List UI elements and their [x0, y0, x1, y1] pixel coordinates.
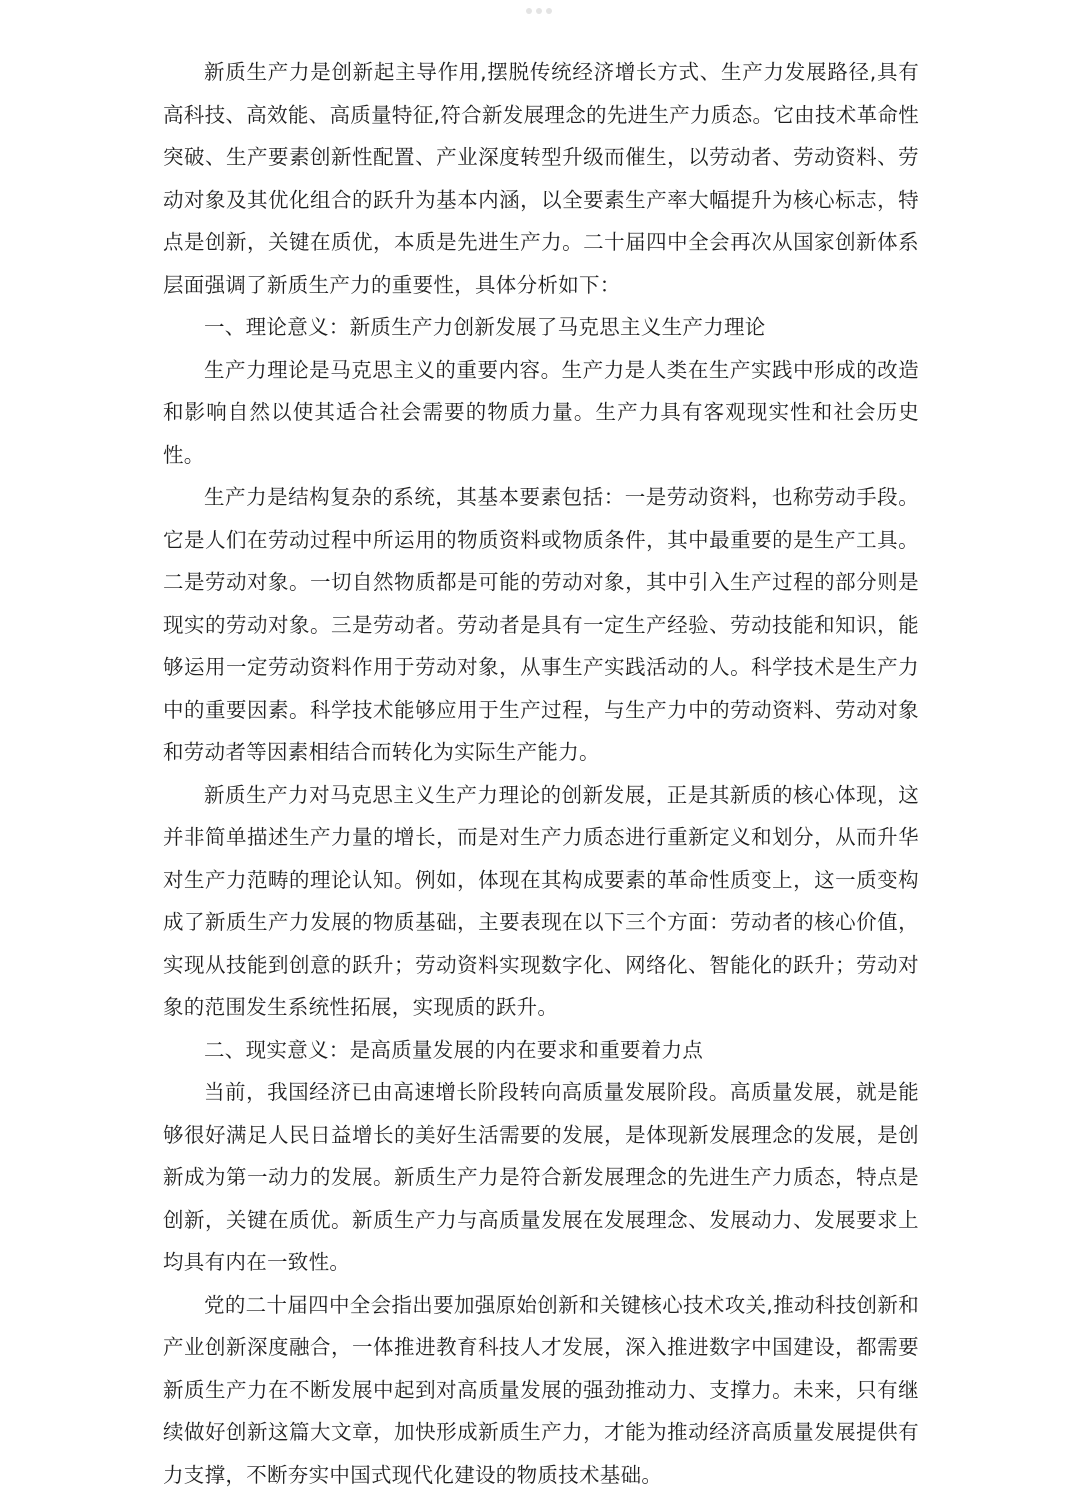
page-dot — [526, 8, 532, 14]
paragraph: 生产力理论是马克思主义的重要内容。生产力是人类在生产实践中形成的改造和影响自然以使其适合社会需要的物质力量。生产力具有客观现实性和社会历史性。 — [163, 349, 919, 477]
paragraph-intro: 新质生产力是创新起主导作用,摆脱传统经济增长方式、生产力发展路径,具有高科技、高效能、高质量特征,符合新发展理念的先进生产力质态。它由技术革命性突破、生产要素创新性配置、产业深度转型升级而催生，以劳动者、劳动资料、劳动对象及其优化组合的跃升为基本内涵，以全要素生产率大幅提升为核心标志，特点是创新，关键在质优，本质是先进生产力。二十届四中全会再次从国家创新体系层面强调了新质生产力的重要性，具体分析如下： — [163, 51, 919, 306]
paragraph: 当前，我国经济已由高速增长阶段转向高质量发展阶段。高质量发展，就是能够很好满足人民日益增长的美好生活需要的发展，是体现新发展理念的发展，是创新成为第一动力的发展。新质生产力是符合新发展理念的先进生产力质态，特点是创新，关键在质优。新质生产力与高质量发展在发展理念、发展动力、发展要求上均具有内在一致性。 — [163, 1071, 919, 1284]
paragraph: 生产力是结构复杂的系统，其基本要素包括：一是劳动资料，也称劳动手段。它是人们在劳动过程中所运用的物质资料或物质条件，其中最重要的是生产工具。二是劳动对象。一切自然物质都是可能的劳动对象，其中引入生产过程的部分则是现实的劳动对象。三是劳动者。劳动者是具有一定生产经验、劳动技能和知识，能够运用一定劳动资料作用于劳动对象，从事生产实践活动的人。科学技术是生产力中的重要因素。科学技术能够应用于生产过程，与生产力中的劳动资料、劳动对象和劳动者等因素相结合而转化为实际生产能力。 — [163, 476, 919, 774]
page-dot — [536, 8, 542, 14]
paragraph: 党的二十届四中全会指出要加强原始创新和关键核心技术攻关,推动科技创新和产业创新深度融合，一体推进教育科技人才发展，深入推进数字中国建设，都需要新质生产力在不断发展中起到对高质量发展的强劲推动力、支撑力。未来，只有继续做好创新这篇大文章，加快形成新质生产力，才能为推动经济高质量发展提供有力支撑，不断夯实中国式现代化建设的物质技术基础。 — [163, 1284, 919, 1496]
document-body — [163, 51, 919, 1496]
page-indicator — [526, 8, 556, 14]
page-dot — [546, 8, 552, 14]
section-heading-theory: 一、理论意义：新质生产力创新发展了马克思主义生产力理论 — [163, 306, 919, 349]
paragraph: 新质生产力对马克思主义生产力理论的创新发展，正是其新质的核心体现，这并非简单描述生产力量的增长，而是对生产力质态进行重新定义和划分，从而升华对生产力范畴的理论认知。例如，体现在其构成要素的革命性质变上，这一质变构成了新质生产力发展的物质基础，主要表现在以下三个方面：劳动者的核心价值，实现从技能到创意的跃升；劳动资料实现数字化、网络化、智能化的跃升；劳动对象的范围发生系统性拓展，实现质的跃升。 — [163, 774, 919, 1029]
section-heading-practice: 二、现实意义：是高质量发展的内在要求和重要着力点 — [163, 1029, 919, 1072]
